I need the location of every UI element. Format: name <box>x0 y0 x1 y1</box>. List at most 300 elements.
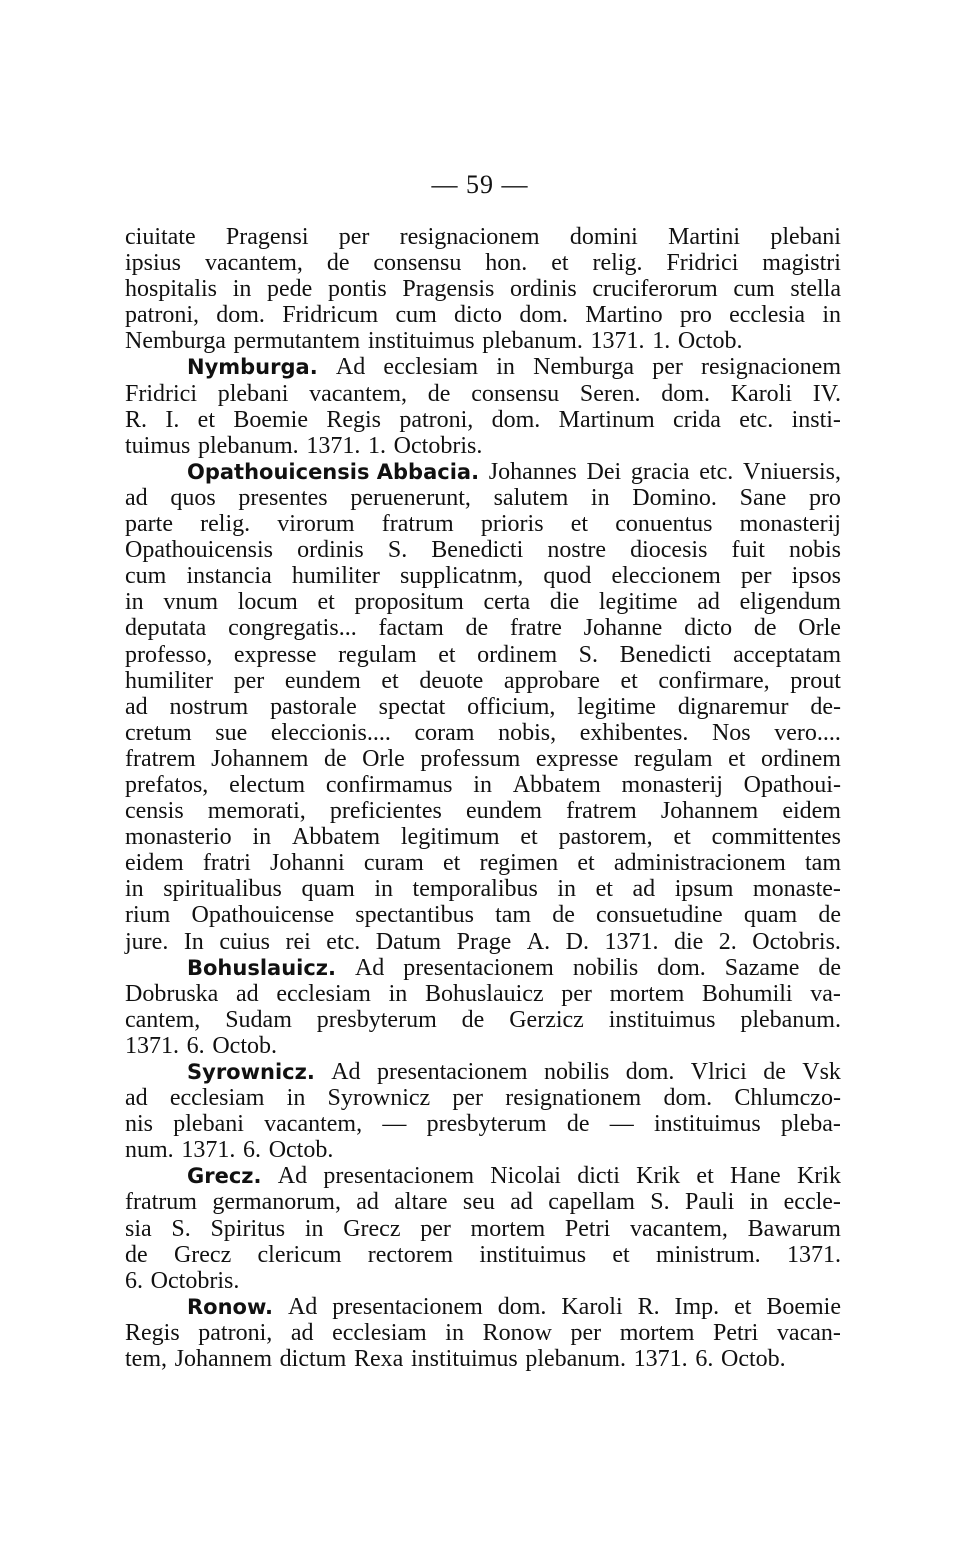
word: nis <box>125 1111 154 1138</box>
word: relig. <box>592 250 643 277</box>
text-line <box>125 798 841 824</box>
word: Fridricum <box>282 302 379 329</box>
word: Octobris. <box>752 928 841 955</box>
word: resignationem <box>505 1085 642 1112</box>
word: prout <box>790 667 841 694</box>
word: Martino <box>585 302 663 329</box>
word: de <box>427 380 451 407</box>
word: committentes <box>711 824 841 851</box>
word: Abbatem <box>512 771 601 798</box>
word: Boemie <box>233 406 308 433</box>
word: confirmare, <box>658 667 770 694</box>
word: monaste- <box>752 876 841 903</box>
word: hon. <box>485 250 528 277</box>
word: exhibentes. <box>579 719 689 746</box>
word: instancia <box>186 563 272 590</box>
word: domini <box>569 224 638 250</box>
word: rium <box>125 902 171 929</box>
word: spiritualibus <box>163 876 282 903</box>
word: de <box>753 615 777 642</box>
word: ecclesiam <box>169 1085 265 1112</box>
word: supplicatnm, <box>399 563 524 590</box>
word: rectorem <box>367 1241 454 1268</box>
word: Pragensi <box>225 224 309 250</box>
word: dom. <box>661 380 710 407</box>
word: de <box>552 902 575 929</box>
word: pastorale <box>270 693 357 720</box>
word: Ad <box>277 1163 308 1190</box>
word: congregatis... <box>228 615 357 642</box>
word: expresse <box>535 745 619 772</box>
body-text <box>125 224 841 1372</box>
word: nobilis <box>572 954 639 981</box>
word: Regis <box>326 406 381 433</box>
word: ciuitate <box>125 224 196 250</box>
word: Benedicti <box>619 641 712 668</box>
word: et <box>577 850 595 877</box>
word: die <box>673 928 704 955</box>
word: consensu <box>471 380 560 407</box>
word: et <box>551 250 569 277</box>
word: et <box>197 406 215 433</box>
word: altare <box>394 1189 448 1216</box>
word: in <box>232 276 252 303</box>
word: Ronow <box>482 1319 552 1346</box>
word: fratrem <box>125 745 196 772</box>
word: Octobris. <box>150 1267 240 1294</box>
word: deuote <box>419 667 484 694</box>
word: presentacionem <box>323 1163 474 1190</box>
word: Opathoui- <box>743 771 841 798</box>
word: professum <box>420 745 521 772</box>
word: de <box>125 1241 148 1268</box>
word: parte <box>125 511 173 538</box>
word: Octob. <box>677 328 743 355</box>
word: pro <box>808 484 841 511</box>
word: et <box>570 511 589 538</box>
word: ad <box>356 1189 379 1216</box>
entry-heading: Nymburga. <box>187 355 318 380</box>
word: Spiritus <box>210 1215 286 1242</box>
word: S. <box>387 537 408 564</box>
word: 1. <box>652 328 671 355</box>
text-line <box>125 1033 841 1059</box>
word: et <box>728 745 746 772</box>
word: dictum <box>279 1346 347 1373</box>
word: ministrum. <box>655 1241 761 1268</box>
word: vnum <box>163 589 219 616</box>
text-line <box>125 511 841 537</box>
word: S. <box>578 641 599 668</box>
word: etc. <box>326 928 361 955</box>
word: 2. <box>718 928 737 955</box>
text-line <box>125 1346 841 1372</box>
word: 1371. <box>604 928 659 955</box>
word: Martinum <box>558 406 655 433</box>
word: stella <box>790 276 841 303</box>
word: consensu <box>373 250 462 277</box>
word: plebanum. <box>740 1006 841 1033</box>
word: per <box>570 1319 602 1346</box>
word: I. <box>165 406 180 433</box>
word: — <box>609 1111 634 1138</box>
word: et <box>612 1241 630 1268</box>
text-line <box>125 1242 841 1268</box>
word: Dei <box>586 458 622 485</box>
word: Karoli <box>730 380 793 407</box>
word: eleccionis.... <box>270 719 391 746</box>
word: eleccionem <box>611 563 721 590</box>
word: in <box>590 484 610 511</box>
word: plebanum. <box>482 328 583 355</box>
word: — <box>382 1111 407 1138</box>
word: fratri <box>202 850 251 877</box>
word: per <box>452 1085 484 1112</box>
word: ad <box>290 1319 314 1346</box>
word: nostre <box>547 537 607 564</box>
word: ad <box>125 1085 148 1112</box>
word: Johannem <box>660 798 759 825</box>
text-line <box>125 1216 841 1242</box>
word: ad <box>236 980 259 1007</box>
word: Fridrici <box>125 380 197 407</box>
word: ecclesia <box>729 302 806 329</box>
word: de- <box>810 693 841 720</box>
word: instituimus <box>367 328 475 355</box>
word: Karoli <box>561 1293 623 1320</box>
word: 1371. <box>590 328 645 355</box>
text-line <box>125 224 841 250</box>
word: Ad <box>287 1293 318 1320</box>
text-line <box>125 1085 841 1111</box>
word: 1371. <box>306 432 361 459</box>
word: permutantem <box>233 328 361 355</box>
word: electum <box>229 771 306 798</box>
entry-heading: Syrownicz. <box>187 1060 315 1084</box>
word: Syrownicz <box>327 1085 431 1112</box>
word: die <box>549 589 580 616</box>
word: humiliter <box>291 563 380 590</box>
text-line <box>125 981 841 1007</box>
word: Octob. <box>268 1137 334 1164</box>
word: ad <box>125 693 148 720</box>
word: et <box>317 589 335 616</box>
word: Hane <box>730 1163 781 1190</box>
word: eidem <box>782 798 841 825</box>
word: ordinis <box>297 537 364 564</box>
word: 6. <box>695 1346 714 1373</box>
word: vacantem, <box>264 1111 363 1138</box>
word: Rexa <box>353 1346 404 1373</box>
word: consuetudine <box>596 902 723 929</box>
text-line <box>125 1189 841 1215</box>
word: dom. <box>625 1059 675 1085</box>
word: quos <box>170 484 216 511</box>
word: patroni, <box>198 1319 273 1346</box>
word: ad <box>697 589 720 616</box>
word: Dobruska <box>125 980 219 1007</box>
word: in <box>286 1085 306 1112</box>
word: ecclesiam <box>332 1319 427 1346</box>
word: presentacionem <box>332 1293 483 1320</box>
word: cruciferorum <box>592 276 718 303</box>
word: patroni, <box>399 406 474 433</box>
text-line <box>125 850 841 876</box>
text-line <box>125 1163 841 1189</box>
word: 6. <box>243 1137 262 1164</box>
text-line <box>125 1007 841 1033</box>
word: in <box>252 824 272 851</box>
word: A. <box>526 928 551 955</box>
word: Boemie <box>766 1293 841 1320</box>
word: professo, <box>125 641 213 668</box>
word: salutem <box>493 484 569 511</box>
word: prefatos, <box>125 771 209 798</box>
word: germanorum, <box>212 1189 341 1216</box>
word: dom. <box>657 954 706 981</box>
word: instituimus <box>653 1111 761 1138</box>
word: virorum <box>277 511 355 538</box>
word: Johannem <box>211 745 309 772</box>
text-line <box>125 1294 841 1320</box>
text-line <box>125 615 841 641</box>
word: In <box>183 928 204 955</box>
word: eccle- <box>783 1189 841 1216</box>
word: spectantibus <box>355 902 474 929</box>
word: in <box>496 354 515 381</box>
word: Imp. <box>674 1293 720 1320</box>
word: preficientes <box>329 798 442 825</box>
word: in <box>749 1189 769 1216</box>
word: legitimum <box>400 824 500 851</box>
word: Octob. <box>212 1032 277 1059</box>
word: fratrum <box>125 1189 197 1216</box>
word: et <box>381 667 399 694</box>
word: cuius <box>219 928 270 955</box>
word: pro <box>679 302 712 329</box>
word: Johanne <box>583 615 663 642</box>
text-line <box>125 433 841 459</box>
word: de <box>465 615 489 642</box>
text-line <box>125 381 841 407</box>
word: Opathouicense <box>191 902 335 929</box>
word: plebani <box>173 1111 244 1138</box>
text-line <box>125 642 841 668</box>
word: 6. <box>186 1032 205 1059</box>
word: magistri <box>762 250 841 277</box>
word: per <box>420 1215 451 1242</box>
word: Grecz <box>173 1241 232 1268</box>
word: Nos <box>711 719 751 746</box>
word: locum <box>237 589 298 616</box>
word: etc. <box>739 406 774 433</box>
word: Krik <box>796 1163 841 1190</box>
word: de <box>323 745 347 772</box>
text-line <box>125 746 841 772</box>
word: presentes <box>238 484 328 511</box>
word: in <box>388 980 408 1007</box>
word: conuentus <box>615 511 713 538</box>
word: num. <box>125 1137 174 1164</box>
word: sue <box>215 719 248 746</box>
word: Ad <box>331 1059 361 1085</box>
word: monasterij <box>739 511 841 538</box>
word: eligendum <box>739 589 841 616</box>
word: eidem <box>125 850 184 877</box>
word: va- <box>810 980 841 1007</box>
word: S. <box>171 1215 191 1242</box>
word: et <box>595 876 613 903</box>
word: deputata <box>125 615 207 642</box>
text-line <box>125 563 841 589</box>
word: Sane <box>739 484 787 511</box>
word: presentacionem <box>376 1059 528 1085</box>
entry-heading: Opathouicensis Abbacia. <box>187 459 480 484</box>
word: tuimus <box>125 432 191 459</box>
word: tam <box>495 902 532 929</box>
word: ordinem <box>760 745 841 772</box>
word: expresse <box>233 641 317 668</box>
word: resignacionem <box>701 354 841 381</box>
word: cantem, <box>125 1006 201 1033</box>
word: insti- <box>791 406 841 433</box>
word: Petri <box>713 1319 759 1346</box>
text-line <box>125 1268 841 1294</box>
word: quam <box>301 876 355 903</box>
word: dom. <box>519 302 568 329</box>
word: dom. <box>663 1085 713 1112</box>
word: dom. <box>216 302 265 329</box>
word: tam <box>805 850 841 877</box>
word: acceptatam <box>733 641 841 668</box>
word: Martini <box>668 224 741 250</box>
word: Nemburga <box>533 354 634 381</box>
word: Krik <box>636 1163 681 1190</box>
text-line <box>125 1320 841 1346</box>
word: nobis, <box>498 719 557 746</box>
word: per <box>233 667 265 694</box>
text-line <box>125 537 841 563</box>
word: etc. <box>699 458 734 485</box>
word: Vniuersis, <box>742 458 841 485</box>
word: presbyterum <box>316 1006 437 1033</box>
text-line <box>125 407 841 433</box>
word: ordinis <box>510 276 577 303</box>
word: cum <box>125 563 167 590</box>
word: Seren. <box>579 380 641 407</box>
word: per <box>740 563 772 590</box>
word: cum <box>395 302 437 329</box>
word: Petri <box>564 1215 611 1242</box>
word: Pragensis <box>402 276 495 303</box>
word: plebani <box>770 224 841 250</box>
word: Bohuslauicz <box>424 980 544 1007</box>
text-line <box>125 1137 841 1163</box>
word: R. <box>125 406 148 433</box>
word: clericum <box>257 1241 342 1268</box>
word: tem, <box>125 1346 167 1373</box>
word: Abbatem <box>292 824 381 851</box>
word: ad <box>510 1189 533 1216</box>
word: fuit <box>731 537 765 564</box>
word: IV. <box>812 380 841 407</box>
word: administracionem <box>613 850 786 877</box>
word: pleba- <box>780 1111 841 1138</box>
word: cum <box>733 276 775 303</box>
word: nobis <box>788 537 841 564</box>
word: Octob. <box>720 1346 786 1373</box>
word: dicto <box>684 615 733 642</box>
word: certa <box>483 589 531 616</box>
word: dom. <box>497 1293 547 1320</box>
word: Orle <box>798 615 841 642</box>
word: rei <box>285 928 311 955</box>
word: instituimus <box>608 1006 716 1033</box>
word: fratrum <box>381 511 454 538</box>
text-line <box>125 876 841 902</box>
word: nobilis <box>543 1059 610 1085</box>
word: de <box>818 954 841 981</box>
word: gracia <box>630 458 690 485</box>
word: diocesis <box>630 537 708 564</box>
word: et <box>696 1163 714 1190</box>
word: plebani <box>217 380 289 407</box>
word: D. <box>565 928 589 955</box>
word: officium, <box>467 693 556 720</box>
word: in <box>304 1215 324 1242</box>
word: ad <box>632 876 656 903</box>
word: Bawarum <box>747 1215 841 1242</box>
word: Regis <box>125 1319 180 1346</box>
word: jure. <box>125 928 169 955</box>
word: Datum <box>375 928 442 955</box>
text-line <box>125 1111 841 1137</box>
word: ad <box>125 484 148 511</box>
word: instituimus <box>410 1346 518 1373</box>
word: pastorem, <box>558 824 653 851</box>
word: memorati, <box>207 798 306 825</box>
word: 1371. <box>786 1241 841 1268</box>
word: patroni, <box>125 302 199 329</box>
word: regimen <box>479 850 559 877</box>
text-line <box>125 720 841 746</box>
word: vacantem, <box>629 1215 728 1242</box>
word: confirmamus <box>325 771 453 798</box>
entry-heading: Bohuslauicz. <box>187 955 336 980</box>
word: temporalibus <box>412 876 538 903</box>
word: seu <box>462 1189 495 1216</box>
word: Johannem <box>174 1346 272 1373</box>
word: Fridrici <box>666 250 739 277</box>
word: regulam <box>633 745 713 772</box>
word: Sazame <box>724 954 800 981</box>
page-number: — 59 — <box>431 170 529 199</box>
entry-heading: Grecz. <box>187 1164 262 1189</box>
word: humiliter <box>125 667 213 694</box>
word: in <box>822 302 841 329</box>
word: Vlrici <box>690 1059 747 1085</box>
word: eundem <box>465 798 542 825</box>
word: ipsum <box>674 876 734 903</box>
word: de <box>461 1006 485 1033</box>
word: 1371. <box>633 1346 688 1373</box>
text-line <box>125 485 841 511</box>
word: Bohumili <box>701 980 793 1007</box>
word: Johannes <box>488 458 577 485</box>
text-line <box>125 589 841 615</box>
word: plebanum. <box>198 432 299 459</box>
word: quam <box>743 902 798 929</box>
